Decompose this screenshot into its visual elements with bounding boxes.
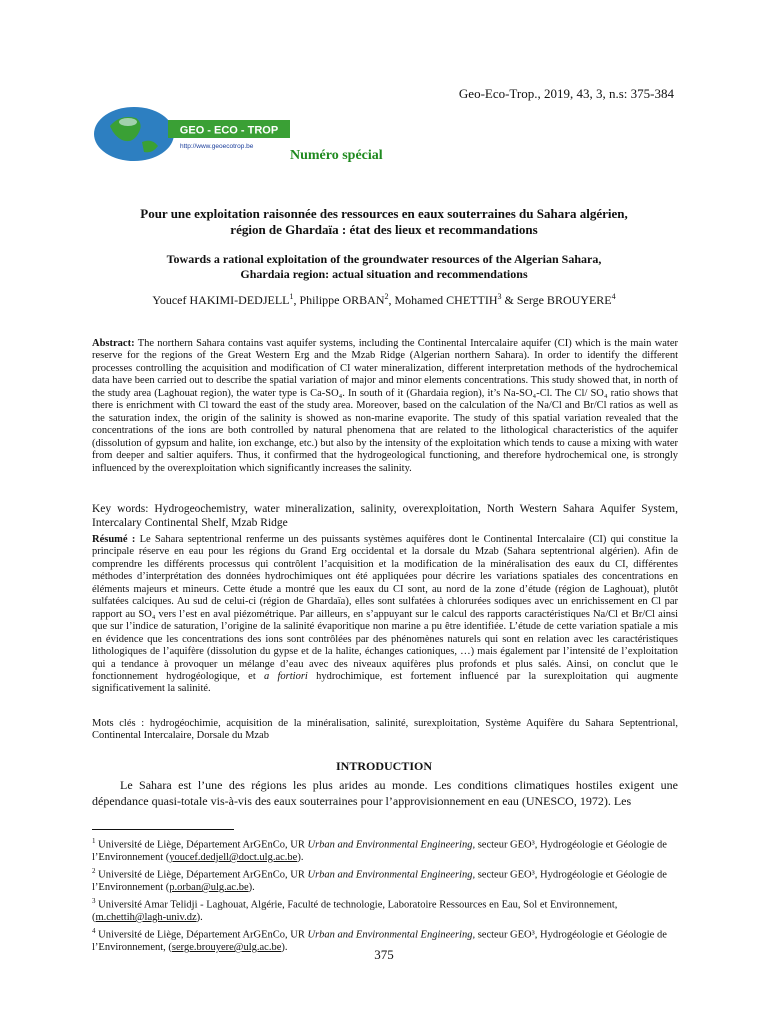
footnote-italic: Urban and Environmental Engineering,	[307, 839, 476, 851]
keywords: Key words: Hydrogeochemistry, water mineralization, salinity, overexploitation, North Western Sahara Aquifer System, Intercalary Continental Shelf, Mzab Ridge	[92, 503, 678, 529]
footnote-text: Université Amar Telidji - Laghouat, Algérie, Faculté de technologie, Laboratoire Ressources en Eau, Sol et Environnement, (	[92, 899, 618, 923]
email-link[interactable]: p.orban@ulg.ac.be	[169, 882, 249, 893]
footnote-text: secteur GEO³, Hydrogéologie et Géologie de l’Environnement (	[92, 839, 667, 863]
author-affiliation-marker: 1	[289, 292, 294, 301]
footnote-text: secteur GEO³, Hydrogéologie et Géologie de l’Environnement, (	[92, 929, 667, 953]
email-link[interactable]: youcef.dedjell@doct.ulg.ac.be	[169, 852, 298, 863]
abstract-text: The northern Sahara contains vast aquifer systems, including the Continental Intercalaire aquifer (CI) which is the main water reserve for the regions of the Great Western Erg and the Mzab Ridge (Algerian northern Sahara). In order to identify the different processes controlling the acquisition and modification of CI water mineralization, different interpretation methods of the hydrochemical data have been carried out to describe the spatial variation of major and minor elements concentrations. This study showed that, in north of the study area (Laghouat region), the water type is Ca-SO₄. In south of it (Ghardaia region), it’s Na-SO₄-Cl. The Cl/ SO₄ ratio shows that there is enrichment with Cl toward the east of the study area. Moreover, based on the calculation of the Na/Cl and Br/Cl ratios as well as the saturation index, the origin of the salinity is showed as non-marine evaporite. The study of this spatial variation revealed that the concentrations of the ions are both controlled by natural phenomena that are related to the lithological characteristics of the aquifer (dissolution of gypsum and halite, ion exchange, etc.) but also by the intensity of the exploitation which tends to cause a mixing with water from deeper and saltier aquifers. Thus, it confirmed that the hydrogeological functioning, and therefore hydrochemical one, is strongly influenced by the overexploitation which significantly increases the salinity.	[92, 338, 678, 474]
logo-url: http://www.geoecotrop.be	[180, 143, 254, 150]
author-separator: &	[501, 293, 517, 307]
mots-cles: Mots clés : hydrogéochimie, acquisition de la minéralisation, salinité, surexploitation, Système Aquifère du Sahara Septentrional, Continental Intercalaire, Dorsale du Mzab	[92, 718, 678, 742]
geo-eco-trop-logo	[92, 104, 292, 164]
resume-text-part2: hydrochimique, est fortement influencé par la surexploitation qui augmente significativement la salinité.	[92, 670, 678, 695]
resume-label: Résumé :	[92, 534, 136, 545]
footnote-text: secteur GEO³, Hydrogéologie et Géologie de l’Environnement (	[92, 869, 667, 893]
author-affiliation-marker: 4	[611, 292, 616, 301]
footnote-number: 1	[92, 837, 96, 845]
author-name: Mohamed CHETTIH	[394, 293, 498, 307]
footnote-number: 3	[92, 897, 96, 905]
footnote-text: ).	[248, 882, 255, 893]
footnote-number: 2	[92, 867, 96, 875]
resume-text-part1: Le Sahara septentrional renferme un des puissants systèmes aquifères dont le Continental Intercalaire (CI) qui constitue la principale réserve en eau pour les régions du Grand Erg occidental et la dorsale du Mzab (Sahara septentrional algérien). Afin de comprendre les différents processus qui contrôlent l’acquisition et la modification de la minéralisation des eaux du CI, différentes méthodes d’interprétation des données hydrochimiques ont été appliquées pour décrire les variations spatiales des concentrations en éléments majeurs et mineurs. Cette étude a montré que les eaux du CI sont, au nord de la zone d’étude (région de Laghouat), plutôt sulfatées calciques. Au sud de celui-ci (région de Ghardaïa), elles sont sulfatées à chlorurées sodiques avec un enrichissement en Cl par rapport au SO₄ vers l’est en aval piézométrique. Par ailleurs, en s’appuyant sur le calcul des rapports caractéristiques Na/Cl et Br/Cl ainsi que sur l’indice de saturation, l’origine de la salinité évaporitique non marine a pu être identifiée. L’étude de cette variation spatiale a mis en évidence que les concentrations des ions sont contrôlées par des phénomènes naturels qui sont en relation avec les caractéristiques lithologiques de l’aquifère (dissolution du gypse et de la halite, échanges cationiques, …) mais également par l’intensité de l’exploitation qui a tendance à provoquer un mélange d’eau avec des niveaux aquifères plus profonds et plus salés. Ainsi, on conclut que le fonctionnement hydrogéologique, et	[92, 534, 679, 682]
author-name: Philippe ORBAN	[299, 293, 385, 307]
footnote-number: 4	[92, 927, 96, 935]
abstract	[92, 338, 678, 475]
author-name: Serge BROUYERE	[516, 293, 612, 307]
resume-french	[92, 534, 678, 696]
title-english-line2: Ghardaia region: actual situation and recommendations	[240, 267, 528, 281]
footnote-text: ).	[297, 852, 304, 863]
footnote-text: ).	[281, 942, 288, 953]
title-english-line1: Towards a rational exploitation of the groundwater resources of the Algerian Sahara,	[166, 252, 602, 266]
title-french-line1: Pour une exploitation raisonnée des ressources en eaux souterraines du Sahara algérien,	[140, 206, 628, 221]
logo-title: GEO - ECO - TROP	[179, 124, 279, 137]
author-affiliation-marker: 2	[384, 292, 389, 301]
author-list	[90, 292, 678, 308]
footnote	[92, 865, 678, 895]
footnote-separator	[92, 829, 234, 830]
email-link[interactable]: m.chettih@lagh-univ.dz	[95, 912, 197, 923]
footnote	[92, 835, 678, 865]
footnote	[92, 895, 678, 925]
footnote-italic: Urban and Environmental Engineering,	[307, 929, 476, 941]
page-number: 375	[374, 947, 394, 962]
abstract-label: Abstract:	[92, 338, 135, 349]
title-french	[90, 206, 678, 238]
author-separator: ,	[388, 293, 395, 307]
footnotes	[92, 835, 678, 955]
footnote-text: ).	[196, 912, 203, 923]
footnote-text: Université de Liège, Département ArGEnCo, UR	[98, 869, 305, 881]
resume-italic-phrase: a fortiori	[264, 670, 308, 682]
section-heading-introduction: INTRODUCTION	[335, 759, 432, 773]
title-french-line2: région de Ghardaïa : état des lieux et recommandations	[230, 222, 538, 237]
author-separator: ,	[293, 293, 300, 307]
footnote-text: Université de Liège, Département ArGEnCo, UR	[98, 929, 305, 941]
email-link[interactable]: serge.brouyere@ulg.ac.be	[171, 942, 282, 953]
journal-citation: Geo-Eco-Trop., 2019, 43, 3, n.s: 375-384	[458, 86, 674, 101]
author-name: Youcef HAKIMI-DEDJELL	[152, 293, 290, 307]
footnote-italic: Urban and Environmental Engineering,	[307, 869, 476, 881]
footnote-text: Université de Liège, Département ArGEnCo, UR	[98, 839, 305, 851]
special-issue-label: Numéro spécial	[290, 148, 383, 163]
introduction-paragraph: Le Sahara est l’une des régions les plus arides au monde. Les conditions climatiques hostiles exigent une dépendance quasi-totale vis-à-vis des eaux souterraines pour l’approvisionnement en eau (UNESCO, 1972). Les	[92, 778, 678, 808]
author-affiliation-marker: 3	[497, 292, 502, 301]
title-english	[90, 252, 678, 282]
